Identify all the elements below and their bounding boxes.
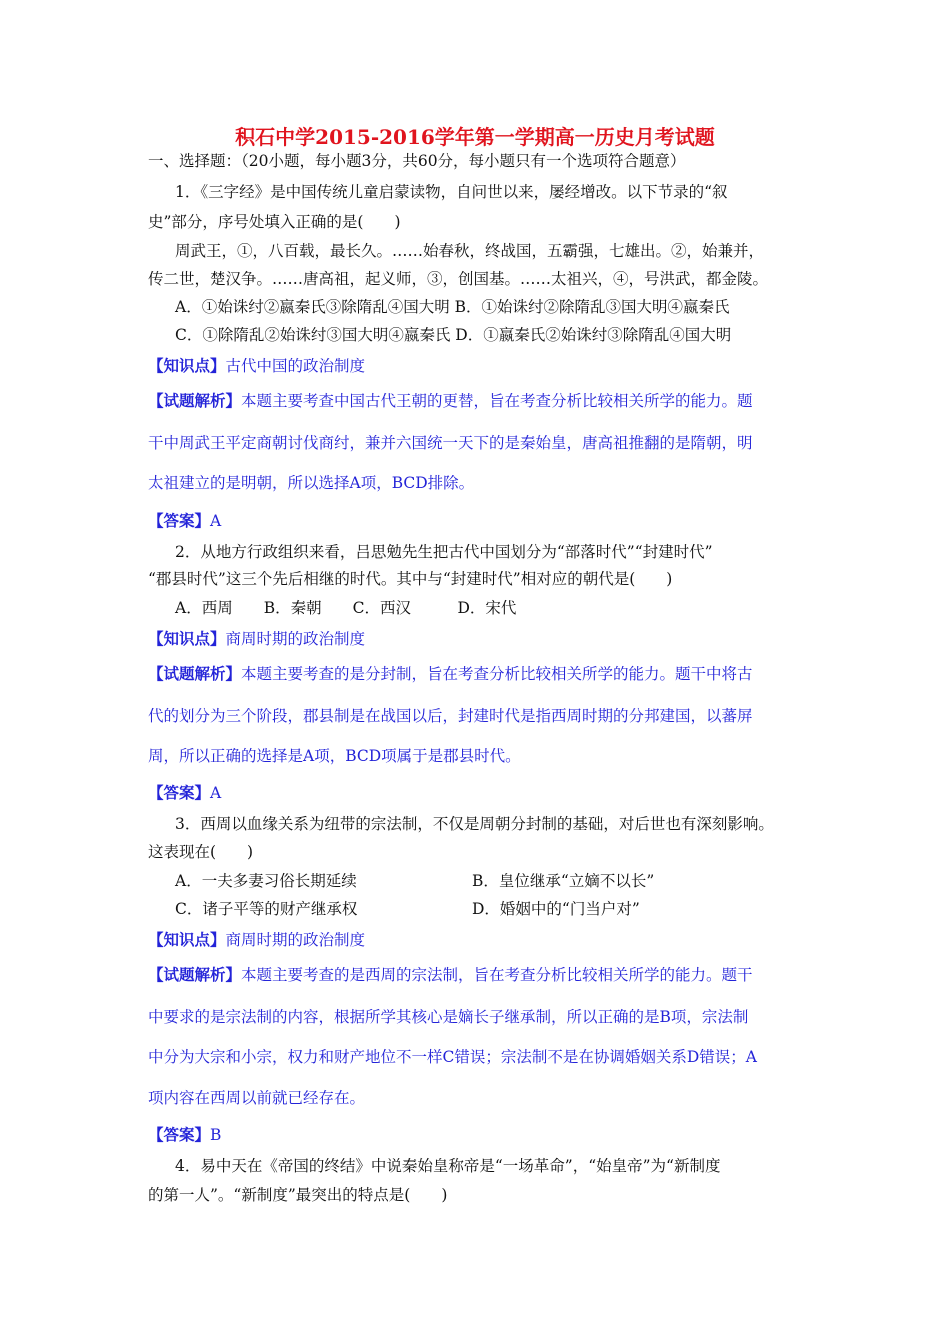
q1-knowledge-text: 古代中国的政治制度 [225, 357, 366, 375]
q1-knowledge [148, 355, 365, 377]
q3-stem-line-1: 3．西周以血缘关系为纽带的宗法制，不仅是周朝分封制的基础，对后世也有深刻影响。 [175, 815, 774, 833]
answer-label: 【答案】 [148, 1125, 211, 1144]
q3-knowledge [148, 929, 365, 951]
q2-analysis-line-1 [148, 663, 753, 685]
q1-passage-line-1: 周武王，①，八百载，最长久。……始春秋，终战国，五霸强，七雄出。②，始兼并， [175, 242, 765, 260]
q3-analysis-text-1: 本题主要考查的是西周的宗法制，旨在考查分析比较相关所学的能力。题干 [241, 966, 753, 984]
q1-analysis-line-3: 太祖建立的是明朝，所以选择A项，BCD排除。 [148, 474, 475, 492]
q3-analysis-line-4: 项内容在西周以前就已经存在。 [148, 1089, 366, 1107]
q3-stem-line-2: 这表现在( ) [148, 843, 254, 861]
q3-option-c: C．诸子平等的财产继承权 [175, 900, 358, 918]
q2-knowledge-text: 商周时期的政治制度 [225, 630, 366, 648]
q3-answer-text: B [210, 1126, 222, 1144]
q3-analysis-line-3: 中分为大宗和小宗，权力和财产地位不一样C错误；宗法制不是在协调婚姻关系D错误；A [148, 1048, 757, 1066]
q1-answer [148, 510, 221, 532]
q1-analysis-line-2: 干中周武王平定商朝讨伐商纣，兼并六国统一天下的是秦始皇，唐高祖推翻的是隋朝，明 [148, 434, 753, 452]
q4-stem-line-1: 4．易中天在《帝国的终结》中说秦始皇称帝是“一场革命”，“始皇帝”为“新制度 [175, 1157, 721, 1175]
q3-option-a: A．一夫多妻习俗长期延续 [175, 872, 357, 890]
answer-label: 【答案】 [148, 511, 211, 530]
q1-answer-text: A [210, 512, 222, 530]
q1-analysis-line-1 [148, 390, 753, 412]
q2-stem-line-2: “郡县时代”这三个先后相继的时代。其中与“封建时代”相对应的朝代是( ) [148, 570, 673, 588]
q2-knowledge [148, 628, 365, 650]
q2-stem-line-1: 2．从地方行政组织来看，吕思勉先生把古代中国划分为“部落时代”“封建时代” [175, 543, 713, 561]
q2-analysis-line-3: 周，所以正确的选择是A项，BCD项属于是郡县时代。 [148, 747, 521, 765]
q1-analysis-text-1: 本题主要考查中国古代王朝的更替，旨在考查分析比较相关所学的能力。题 [241, 392, 753, 410]
q2-analysis-text-1: 本题主要考查的是分封制，旨在考查分析比较相关所学的能力。题干中将古 [241, 665, 753, 683]
q1-passage-line-2: 传二世，楚汉争。……唐高祖，起义师，③，创国基。……太祖兴，④，号洪武，都金陵。 [148, 270, 769, 288]
exam-title: 积石中学2015-2016学年第一学期高一历史月考试题 [235, 125, 715, 149]
q2-options-line-1: A．西周 B．秦朝 C．西汉 D．宋代 [175, 599, 517, 617]
q3-analysis-line-2: 中要求的是宗法制的内容，根据所学其核心是嫡长子继承制，所以正确的是B项，宗法制 [148, 1008, 749, 1026]
analysis-label: 【试题解析】 [148, 391, 242, 410]
q3-answer [148, 1124, 221, 1146]
knowledge-label: 【知识点】 [148, 930, 226, 949]
q3-knowledge-text: 商周时期的政治制度 [225, 931, 366, 949]
section-heading: 一、选择题：（20小题，每小题3分，共60分，每小题只有一个选项符合题意） [148, 152, 686, 170]
analysis-label: 【试题解析】 [148, 664, 242, 683]
answer-label: 【答案】 [148, 783, 211, 802]
q2-answer-text: A [210, 784, 222, 802]
q1-stem-line-1: 1．《三字经》是中国传统儿童启蒙读物，自问世以来，屡经增改。以下节录的“叙 [175, 183, 728, 201]
q3-option-d: D．婚姻中的“门当户对” [472, 900, 640, 918]
q2-analysis-line-2: 代的划分为三个阶段，郡县制是在战国以后，封建时代是指西周时期的分邦建国，以蕃屏 [148, 707, 753, 725]
knowledge-label: 【知识点】 [148, 356, 226, 375]
q1-stem-line-2: 史”部分，序号处填入正确的是( ) [148, 213, 401, 231]
q1-options-line-2: C．①除隋乱②始诛纣③国大明④嬴秦氏 D．①嬴秦氏②始诛纣③除隋乱④国大明 [175, 326, 732, 344]
analysis-label: 【试题解析】 [148, 965, 242, 984]
q4-stem-line-2: 的第一人”。“新制度”最突出的特点是( ) [148, 1186, 448, 1204]
q3-analysis-line-1 [148, 964, 753, 986]
knowledge-label: 【知识点】 [148, 629, 226, 648]
q1-options-line-1: A．①始诛纣②嬴秦氏③除隋乱④国大明 B．①始诛纣②除隋乱③国大明④嬴秦氏 [175, 298, 730, 316]
q2-answer [148, 782, 221, 804]
q3-option-b: B．皇位继承“立嫡不以长” [472, 872, 655, 890]
